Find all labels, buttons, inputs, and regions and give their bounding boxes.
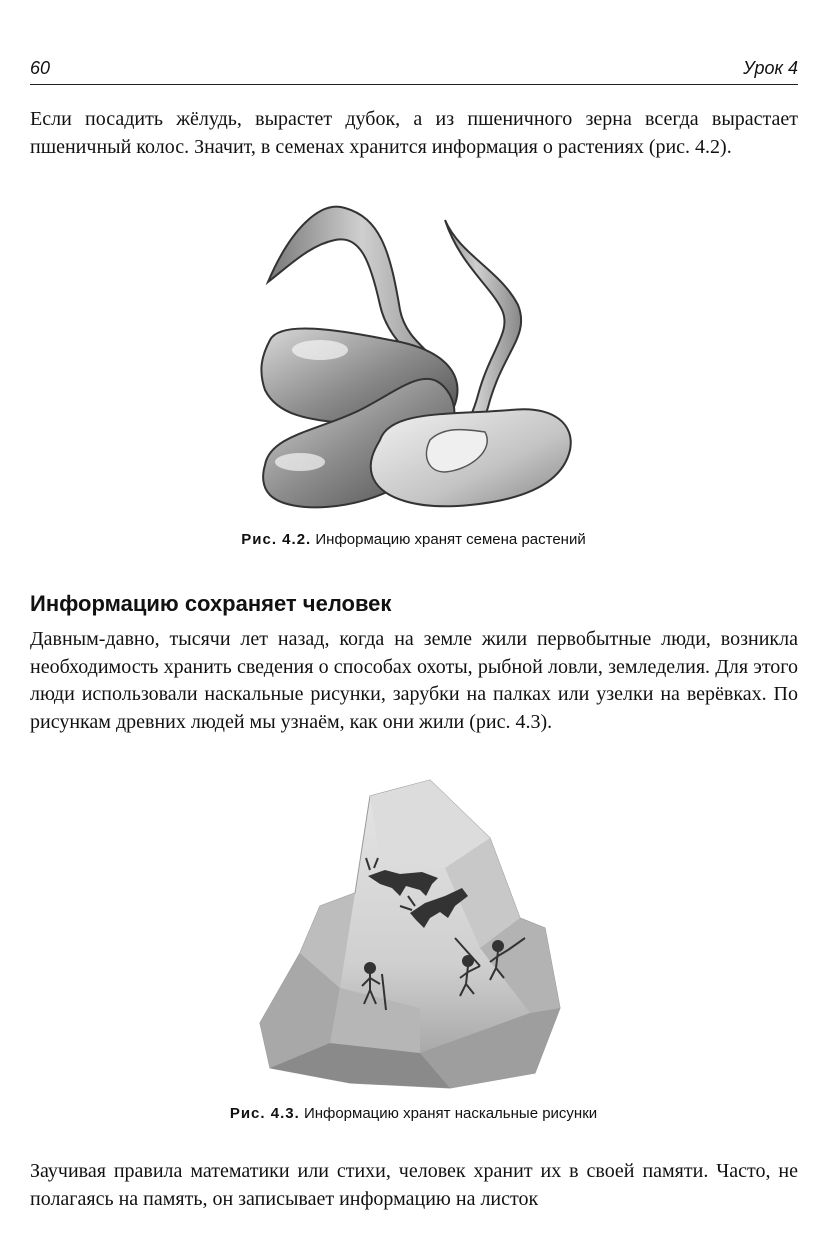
section-heading: Информацию сохраняет человек — [30, 591, 392, 616]
figure-4-2-caption — [0, 531, 827, 548]
paragraph-seeds: Если посадить жёлудь, вырастет дубок, а из пшеничного зерна всегда вырастает пшеничный колос. Значит, в семенах хранится информация о растениях (рис. 4.2). — [30, 108, 798, 158]
cave-painting-illustration — [240, 778, 580, 1098]
page-number: 60 — [30, 58, 51, 78]
paragraph-memory: Заучивая правила математики или стихи, человек хранит их в своей памяти. Часто, не полагаясь на память, он записывает информацию на листок — [30, 1160, 798, 1210]
figure-4-2-text: Информацию хранят семена растений — [315, 531, 586, 548]
paragraph-ancient-people: Давным-давно, тысячи лет назад, когда на земле жили первобытные люди, возникла необходимость хранить сведения о способах охоты, рыбной ловли, земледелия. Для этого люди использовали наскальные рисунки, зарубки на палках или узелки на верёвках. По рисункам древних людей мы узнаём, как они жили (рис. 4.3). — [30, 628, 798, 733]
figure-4-3-caption — [0, 1105, 827, 1122]
page-header — [30, 58, 798, 85]
figure-4-2-label: Рис. 4.2. — [241, 531, 312, 548]
figure-4-3-text: Информацию хранят наскальные рисунки — [303, 1105, 598, 1122]
figure-4-3-label: Рис. 4.3. — [229, 1105, 300, 1122]
chapter-title: Урок 4 — [743, 58, 798, 78]
seeds-illustration — [250, 200, 580, 520]
